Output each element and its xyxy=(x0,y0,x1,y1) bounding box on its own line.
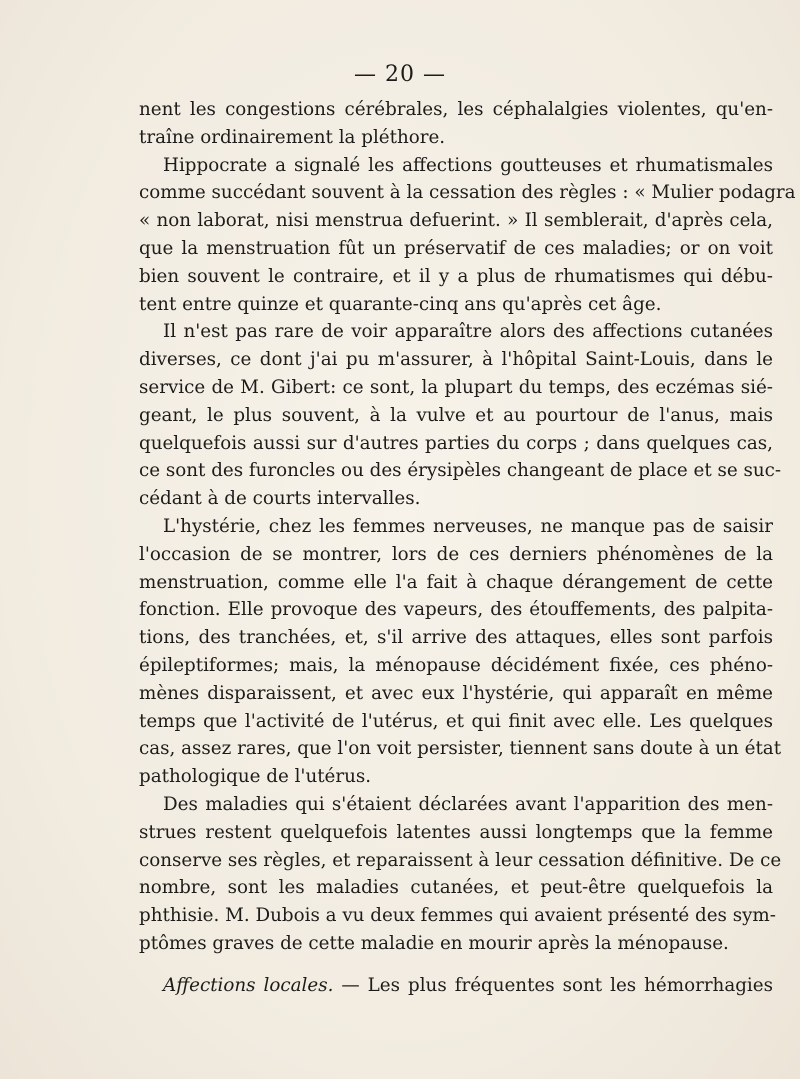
text-line: Hippocrate a signalé les affections goutteuses et rhumatismales xyxy=(163,154,773,176)
text-line: strues restent quelquefois latentes aussi longtemps que la femme xyxy=(139,821,773,843)
section-text: — Les plus fréquentes sont les hémorrhagies xyxy=(333,974,773,996)
section-heading: Affections locales. xyxy=(163,974,334,996)
page-number: — 20 — xyxy=(354,62,446,87)
text-line: fonction. Elle provoque des vapeurs, des étouffements, des palpita- xyxy=(139,599,773,621)
text-line: conserve ses règles, et reparaissent à leur cessation définitive. De ce xyxy=(139,849,782,871)
text-line: quelquefois aussi sur d'autres parties du corps ; dans quelques cas, xyxy=(139,432,773,454)
text-line: traîne ordinairement la pléthore. xyxy=(139,126,446,148)
text-line: l'occasion de se montrer, lors de ces derniers phénomènes de la xyxy=(139,543,773,565)
text-line: « non laborat, nisi menstrua defuerint. » Il semblerait, d'après cela, xyxy=(139,210,773,232)
paragraph-2 xyxy=(139,152,796,319)
paragraph-1 xyxy=(139,96,773,152)
text-line: mènes disparaissent, et avec eux l'hystérie, qui apparaît en même xyxy=(139,682,773,704)
text-line: ptômes graves de cette maladie en mourir après la ménopause. xyxy=(139,932,729,954)
section-heading-line xyxy=(139,972,773,1000)
text-line: que la menstruation fût un préservatif de ces maladies; or on voit xyxy=(139,237,773,259)
text-line: menstruation, comme elle l'a fait à chaque dérangement de cette xyxy=(139,571,773,593)
text-line: Des maladies qui s'étaient déclarées avant l'apparition des men- xyxy=(163,793,773,815)
paragraph-3 xyxy=(139,318,782,513)
paragraph-5 xyxy=(139,791,782,958)
text-line: cas, assez rares, que l'on voit persister, tiennent sans doute à un état xyxy=(139,738,782,760)
text-line: nombre, sont les maladies cutanées, et peut-être quelquefois la xyxy=(139,877,773,899)
text-line: geant, le plus souvent, à la vulve et au pourtour de l'anus, mais xyxy=(139,404,773,426)
paragraph-spacer xyxy=(139,958,773,972)
text-line: L'hystérie, chez les femmes nerveuses, ne manque pas de saisir xyxy=(163,515,773,537)
text-line: tent entre quinze et quarante-cinq ans qu'après cet âge. xyxy=(139,293,662,315)
text-line: diverses, ce dont j'ai pu m'assurer, à l'hôpital Saint-Louis, dans le xyxy=(139,349,773,371)
text-line: temps que l'activité de l'utérus, et qui finit avec elle. Les quelques xyxy=(139,710,773,732)
text-line: service de M. Gibert: ce sont, la plupart du temps, des eczémas sié- xyxy=(139,376,773,398)
text-line: bien souvent le contraire, et il y a plus de rhumatismes qui débu- xyxy=(139,265,773,287)
text-line: ce sont des furoncles ou des érysipèles changeant de place et se suc- xyxy=(139,460,782,482)
text-line: épileptiformes; mais, la ménopause décidément fixée, ces phéno- xyxy=(139,654,773,676)
text-line: Il n'est pas rare de voir apparaître alors des affections cutanées xyxy=(163,321,773,343)
text-line: cédant à de courts intervalles. xyxy=(139,488,421,510)
body-text xyxy=(139,96,796,1000)
text-line: nent les congestions cérébrales, les céphalalgies violentes, qu'en- xyxy=(139,99,773,120)
text-line: comme succédant souvent à la cessation des règles : « Mulier podagra xyxy=(139,182,796,204)
text-line: pathologique de l'utérus. xyxy=(139,766,372,788)
text-line: tions, des tranchées, et, s'il arrive des attaques, elles sont parfois xyxy=(139,627,773,649)
text-line: phthisie. M. Dubois a vu deux femmes qui avaient présenté des sym- xyxy=(139,905,776,927)
paragraph-4 xyxy=(139,513,782,791)
